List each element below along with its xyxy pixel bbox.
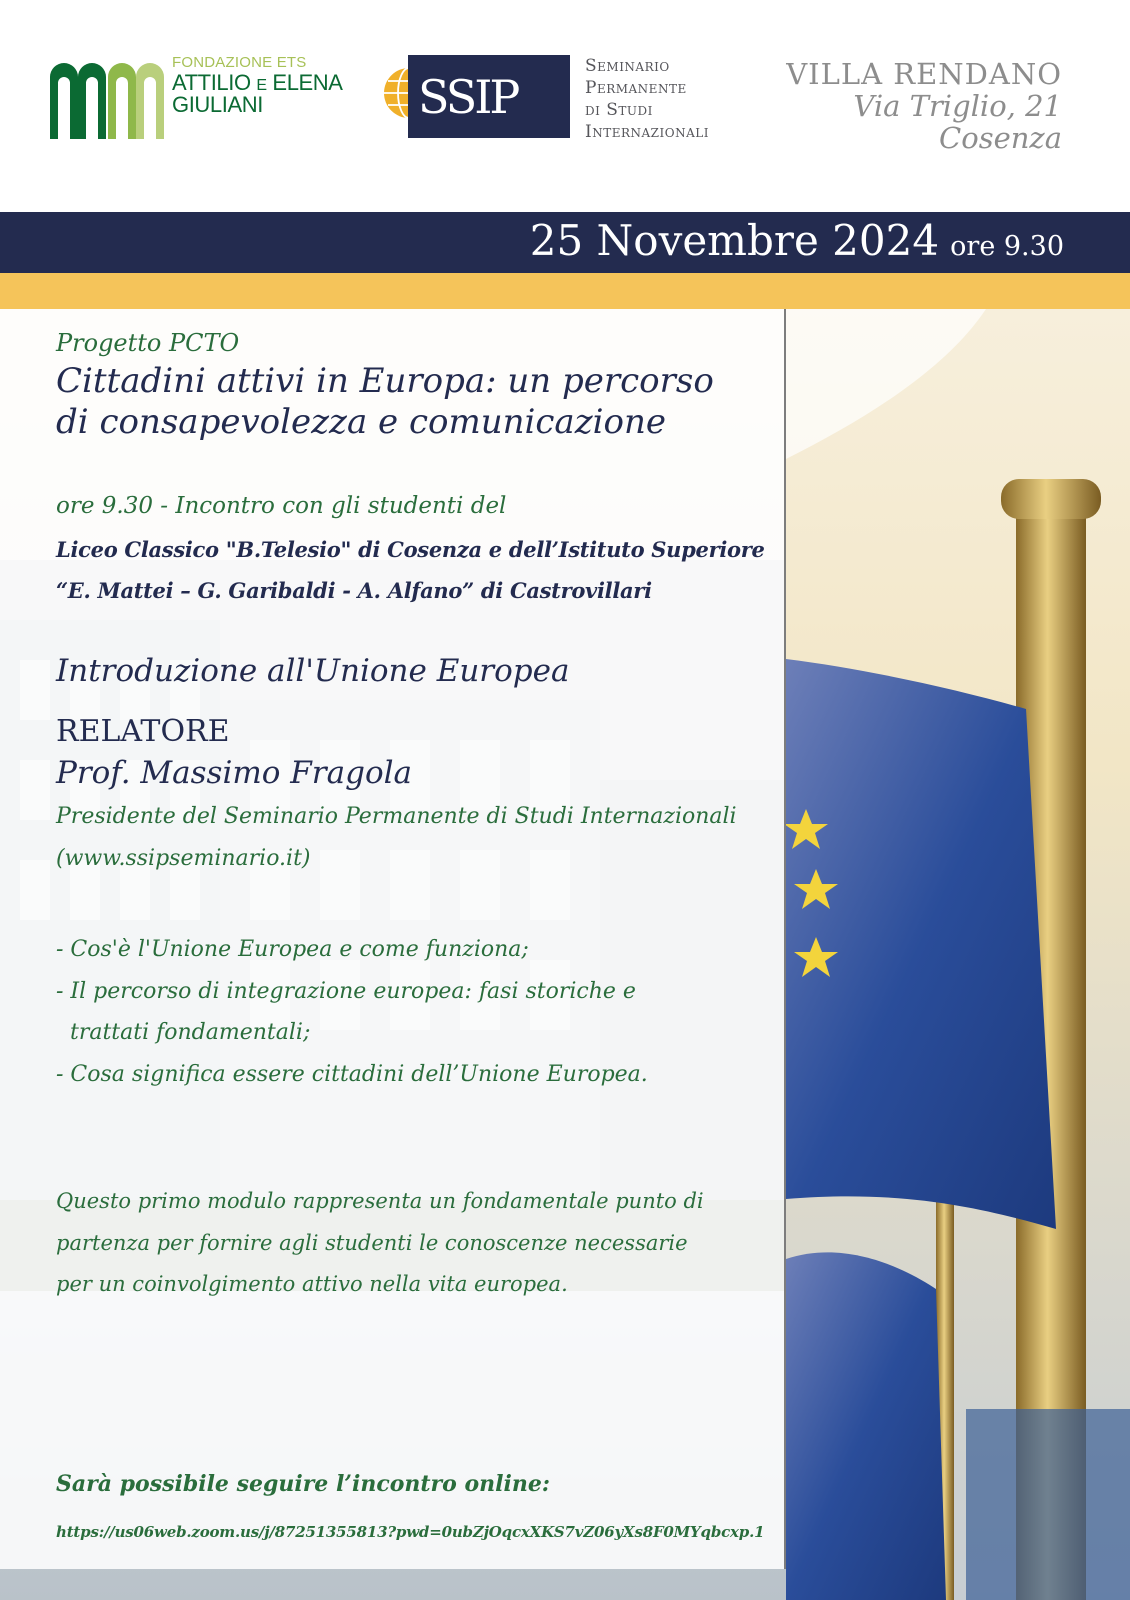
foundation-name-elena: ELENA [272, 70, 343, 95]
foundation-name-attilio: ATTILIO [172, 70, 251, 95]
project-title-line-1: Cittadini attivi in Europa: un percorso [56, 361, 714, 401]
foundation-logo [48, 55, 348, 140]
speaker-role: Presidente del Seminario Permanente di Studi Internazionali [56, 804, 737, 829]
school-line-2: “E. Mattei – G. Garibaldi - A. Alfano” di Castrovillari [56, 578, 652, 603]
meeting-line: ore 9.30 - Incontro con gli studenti del [56, 493, 507, 519]
venue-street: Via Triglio, 21 [853, 89, 1062, 123]
summary-line: partenza per fornire agli studenti le conoscenze necessarie [56, 1230, 688, 1255]
ssip-line-1: Seminario [585, 56, 670, 76]
foundation-name-line [172, 72, 343, 94]
summary-paragraph [56, 1181, 704, 1306]
summary-line: per un coinvolgimento attivo nella vita europea. [56, 1272, 568, 1296]
foundation-name-and: E [256, 77, 267, 94]
date-bar [0, 212, 1130, 273]
topics-list [56, 929, 648, 1095]
venue-block [786, 58, 1062, 154]
ssip-wordmark: SSIP [408, 55, 570, 138]
ssip-line-2: Permanente [585, 78, 687, 98]
event-date: 25 Novembre 2024 [529, 216, 940, 265]
summary-line: Questo primo modulo rappresenta un fondamentale punto di [56, 1189, 704, 1213]
speaker-name: Prof. Massimo Fragola [56, 755, 413, 791]
ssip-logo [381, 55, 761, 140]
project-label: Progetto PCTO [56, 329, 240, 357]
eu-flags-photo-illustration [786, 309, 1130, 1600]
ssip-line-3: di Studi [585, 100, 653, 120]
topic-item: - Cosa significa essere cittadini dell’Unione Europea. [56, 1061, 648, 1087]
content-panel [0, 309, 786, 1569]
project-title [56, 361, 714, 443]
gold-stripe [0, 273, 1130, 309]
topic-item: - Il percorso di integrazione europea: fasi storiche e [56, 978, 636, 1004]
online-label: Sarà possibile seguire l’incontro online: [56, 1471, 550, 1497]
foundation-name-giuliani: GIULIANI [172, 92, 263, 117]
event-time: ore 9.30 [950, 231, 1064, 262]
session-title: Introduzione all'Unione Europea [56, 653, 570, 689]
foundation-type-label: FONDAZIONE ETS [172, 54, 307, 71]
topic-item: trattati fondamentali; [56, 1020, 311, 1045]
ssip-line-4: Internazionali [585, 122, 709, 142]
venue-city: Cosenza [939, 121, 1062, 155]
venue-name: VILLA RENDANO [786, 57, 1062, 91]
speaker-label: RELATORE [56, 714, 230, 749]
project-title-line-2: di consapevolezza e comunicazione [56, 402, 666, 442]
arches-logo-icon [48, 55, 166, 139]
school-line-1: Liceo Classico "B.Telesio" di Cosenza e dell’Istituto Superiore [56, 537, 765, 562]
topic-item: - Cos'è l'Unione Europea e come funziona; [56, 937, 529, 962]
zoom-link[interactable]: https://us06web.zoom.us/j/87251355813?pwd=0ubZjOqcxXKS7vZ06yXs8F0MYqbcxp.1 [56, 1523, 765, 1541]
speaker-website: (www.ssipseminario.it) [56, 846, 311, 871]
ssip-full-name [585, 55, 709, 143]
